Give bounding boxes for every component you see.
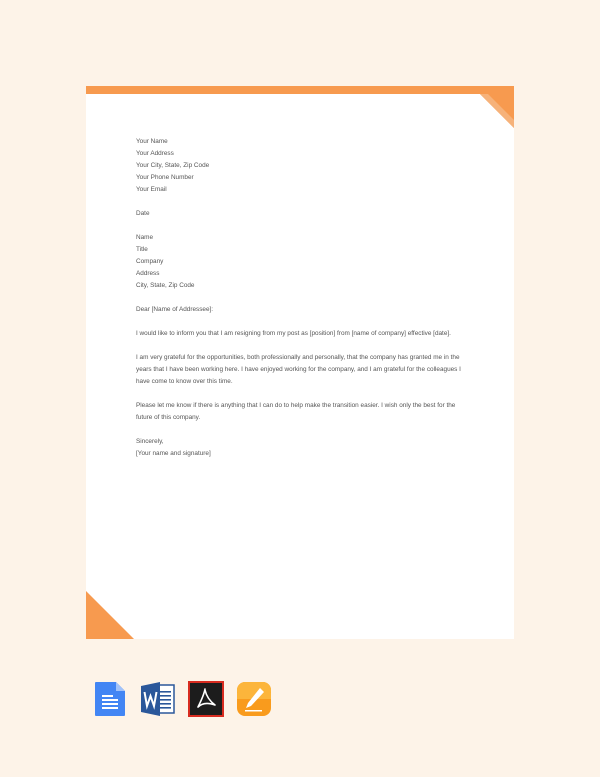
- signature: [Your name and signature]: [136, 450, 211, 457]
- adobe-pdf-icon[interactable]: [188, 681, 224, 717]
- paragraph-resignation: I would like to inform you that I am resigning from my post as [position] from [name of company] effective [date].: [136, 330, 451, 337]
- salutation: Dear [Name of Addressee]:: [136, 306, 214, 313]
- apple-pages-icon[interactable]: [236, 681, 272, 717]
- closing: Sincerely,: [136, 438, 164, 445]
- recipient-name: Name: [136, 234, 154, 241]
- recipient-title: Title: [136, 246, 148, 253]
- sender-email: Your Email: [136, 186, 167, 193]
- letter-body: [136, 136, 466, 460]
- bottom-left-corner-decoration: [86, 591, 134, 639]
- sender-phone: Your Phone Number: [136, 174, 194, 181]
- letter-date: Date: [136, 210, 150, 217]
- paragraph-transition: Please let me know if there is anything that I can do to help make the transition easier. I wish only the best for the future of this company.: [136, 402, 456, 421]
- google-docs-icon[interactable]: [92, 681, 128, 717]
- sender-block: [136, 136, 466, 196]
- recipient-city: City, State, Zip Code: [136, 282, 195, 289]
- top-accent-bar: [86, 86, 514, 94]
- recipient-block: [136, 232, 466, 292]
- recipient-address: Address: [136, 270, 160, 277]
- top-right-corner-decoration: [480, 86, 514, 128]
- format-icons: [92, 681, 272, 717]
- sender-city: Your City, State, Zip Code: [136, 162, 210, 169]
- recipient-company: Company: [136, 258, 164, 265]
- sender-name: Your Name: [136, 138, 168, 145]
- ms-word-icon[interactable]: [140, 681, 176, 717]
- letter-page: [86, 86, 514, 639]
- sender-address: Your Address: [136, 150, 174, 157]
- paragraph-gratitude: I am very grateful for the opportunities, both professionally and personally, that the company has granted me in the years that I have been working here. I have enjoyed working for the company, and I am grateful for the colleagues I have come to know over this time.: [136, 354, 461, 385]
